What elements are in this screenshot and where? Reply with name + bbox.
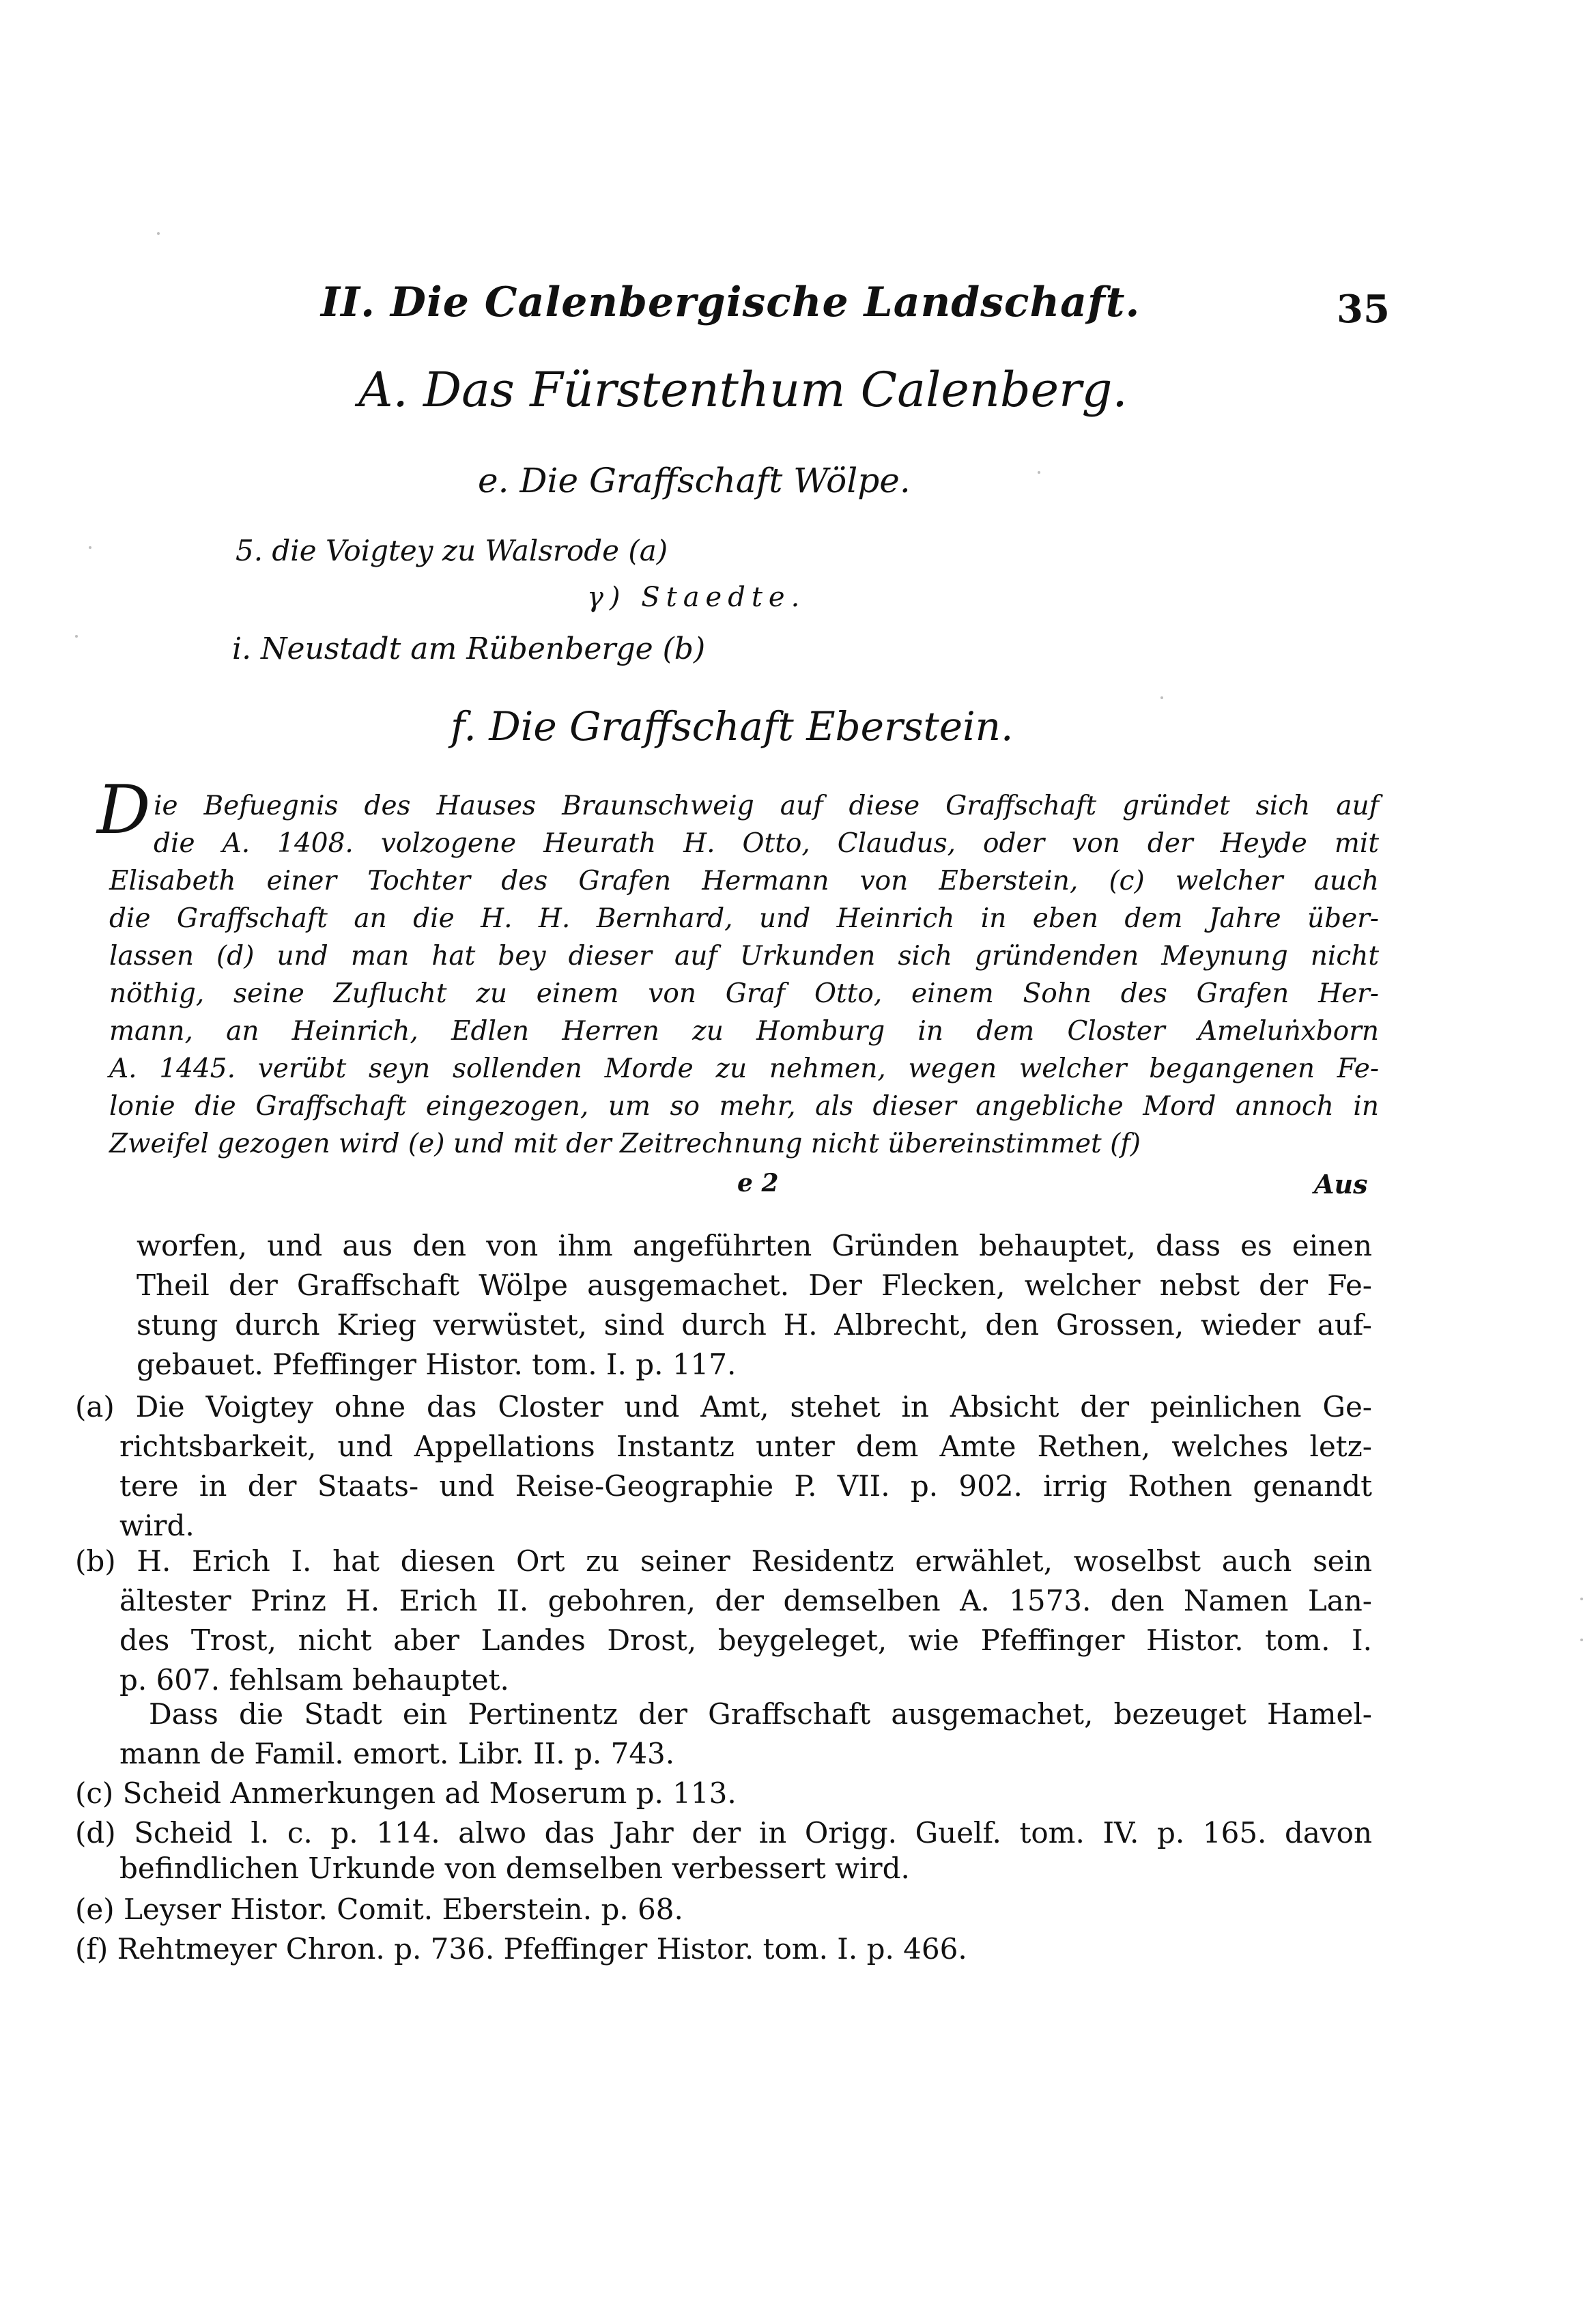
catchword: Aus: [1314, 1169, 1368, 1200]
main-line-7: mann, an Heinrich, Edlen Herren zu Homburg in dem Closter Ameluṅxborn: [109, 1016, 1379, 1047]
note-c: (c) Scheid Anmerkungen ad Moserum p. 113.: [75, 1776, 737, 1810]
subsection-heading-e: e. Die Graffschaft Wölpe.: [478, 461, 911, 500]
scan-speck: [1580, 1598, 1583, 1600]
note-b-line-5: Dass die Stadt ein Pertinentz der Graffschaft ausgemachet, bezeuget Hamel-: [149, 1697, 1372, 1731]
note-b-line-4: p. 607. fehlsam behauptet.: [119, 1663, 509, 1697]
main-line-1: ie Befuegnis des Hauses Braunschweig auf diese Graffschaft gründet sich auf: [154, 791, 1379, 821]
main-line-5: lassen (d) und man hat bey dieser auf Urkunden sich gründenden Meynung nicht: [109, 941, 1379, 972]
scan-speck: [1580, 1639, 1583, 1641]
note-a-line-3: tere in der Staats- und Reise-Geographie P. VII. p. 902. irrig Rothen genandt: [119, 1469, 1372, 1503]
note-f: (f) Rehtmeyer Chron. p. 736. Pfeffinger Histor. tom. I. p. 466.: [75, 1932, 967, 1966]
note-a-line-4: wird.: [119, 1509, 195, 1542]
drop-cap: D: [97, 771, 151, 849]
scan-speck: [1160, 696, 1163, 699]
main-line-9: lonie die Graffschaft eingezogen, um so mehr, als dieser angebliche Mord annoch in: [109, 1091, 1379, 1122]
main-line-4: die Graffschaft an die H. H. Bernhard, und Heinrich in eben dem Jahre über-: [109, 903, 1379, 934]
scan-speck: [75, 635, 78, 638]
note-b-line-2: ältester Prinz H. Erich II. gebohren, der demselben A. 1573. den Namen Lan-: [119, 1584, 1372, 1617]
main-line-3: Elisabeth einer Tochter des Grafen Hermann von Eberstein, (c) welcher auch: [109, 866, 1379, 896]
note-line-2: Theil der Graffschaft Wölpe ausgemachet. Der Flecken, welcher nebst der Fe-: [137, 1269, 1372, 1302]
note-b-line-1: (b) H. Erich I. hat diesen Ort zu seiner Residentz erwählet, woselbst auch sein: [75, 1544, 1372, 1578]
note-b-line-6: mann de Famil. emort. Libr. II. p. 743.: [119, 1737, 675, 1770]
note-d-line-2: befindlichen Urkunde von demselben verbessert wird.: [119, 1852, 910, 1885]
gamma-heading: γ) Staedte.: [587, 582, 806, 613]
note-line-4: gebauet. Pfeffinger Histor. tom. I. p. 117.: [137, 1348, 737, 1381]
subsection-heading-f: f. Die Graffschaft Eberstein.: [451, 703, 1014, 750]
scan-speck: [157, 232, 160, 235]
note-line-1: worfen, und aus den von ihm angeführten Gründen behauptet, dass es einen: [137, 1229, 1372, 1262]
main-line-8: A. 1445. verübt seyn sollenden Morde zu nehmen, wegen welcher begangenen Fe-: [109, 1053, 1379, 1084]
item-i-heading: i. Neustadt am Rübenberge (b): [232, 632, 706, 666]
signature-mark: e 2: [737, 1169, 779, 1198]
note-e: (e) Leyser Histor. Comit. Eberstein. p. 68.: [75, 1893, 683, 1926]
note-b-line-3: des Trost, nicht aber Landes Drost, beygeleget, wie Pfeffinger Histor. tom. I.: [119, 1624, 1372, 1657]
scan-speck: [89, 546, 91, 549]
main-line-6: nöthig, seine Zuflucht zu einem von Graf Otto, einem Sohn des Grafen Her-: [109, 978, 1379, 1009]
main-line-10: Zweifel gezogen wird (e) und mit der Zeitrechnung nicht übereinstimmet (f): [109, 1129, 1141, 1159]
running-header: II. Die Calenbergische Landschaft.: [321, 279, 1141, 326]
page-number: 35: [1337, 287, 1390, 332]
section-heading-a: A. Das Fürstenthum Calenberg.: [358, 362, 1128, 418]
note-a-line-1: (a) Die Voigtey ohne das Closter und Amt, stehet in Absicht der peinlichen Ge-: [75, 1390, 1372, 1423]
note-line-3: stung durch Krieg verwüstet, sind durch H. Albrecht, den Grossen, wieder auf-: [137, 1308, 1372, 1342]
item-5-heading: 5. die Voigtey zu Walsrode (a): [236, 534, 668, 567]
note-a-line-2: richtsbarkeit, und Appellations Instantz unter dem Amte Rethen, welches letz-: [119, 1430, 1372, 1463]
note-d-line-1: (d) Scheid l. c. p. 114. alwo das Jahr der in Origg. Guelf. tom. IV. p. 165. davon: [75, 1816, 1372, 1850]
main-line-2: die A. 1408. volzogene Heurath H. Otto, Claudus, oder von der Heyde mit: [154, 828, 1379, 859]
scan-speck: [1038, 471, 1040, 474]
